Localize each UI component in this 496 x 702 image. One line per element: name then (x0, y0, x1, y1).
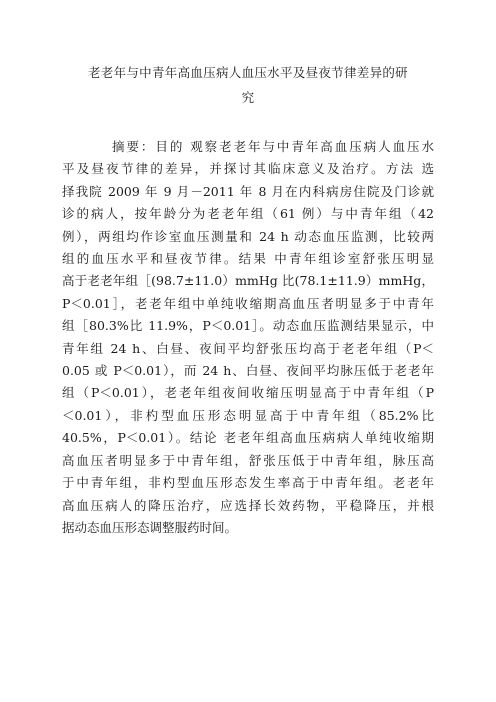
abstract-line: 高血压者明显多于中青年组，舒张压低于中青年组，脉压高 (62, 452, 434, 468)
abstract-line: 摘要：目的 观察老老年与中青年高血压病人血压水 (112, 139, 434, 154)
abstract-line: 于中青年组，非杓型血压形态发生率高于中青年组。老老年 (62, 475, 434, 491)
abstract-line: P＜0.01］，老老年组中单纯收缩期高血压者明显多于中青年 (62, 295, 434, 311)
abstract-line: 平及昼夜节律的差异，并探讨其临床意义及治疗。方法 选 (62, 161, 434, 177)
abstract-line: 例），两组均作诊室血压测量和 24 h 动态血压监测，比较两 (62, 228, 434, 244)
abstract-line: 择我院 2009 年 9 月－2011 年 8 月在内科病房住院及门诊就 (62, 183, 434, 199)
abstract-line: 诊的病人，按年龄分为老老年组（61 例）与中青年组（42 (62, 206, 434, 222)
abstract-line: 0.05 或 P＜0.01），而 24 h、白昼、夜间平均脉压低于老老年 (62, 363, 434, 379)
abstract-line: 40.5%，P＜0.01）。结论 老老年组高血压病病人单纯收缩期 (62, 430, 434, 446)
abstract-line: 组［80.3%比 11.9%，P＜0.01］。动态血压监测结果显示，中 (62, 318, 434, 334)
title-line: 老老年与中青年高血压病人血压水平及昼夜节律差异的研 (87, 65, 408, 80)
abstract-line: 高血压病人的降压治疗，应选择长效药物，平稳降压，并根 (62, 497, 434, 513)
abstract-line: 组（P＜0.01），老老年组夜间收缩压明显高于中青年组（P (62, 385, 434, 401)
abstract-line: 据动态血压形态调整服药时间。 (62, 519, 238, 535)
title-line: 究 (241, 90, 255, 105)
abstract-line: 组的血压水平和昼夜节律。结果 中青年组诊室舒张压明显 (62, 251, 434, 267)
document-title (62, 60, 434, 110)
abstract-line: ＜0.01），非杓型血压形态明显高于中青年组（85.2%比 (62, 407, 434, 423)
abstract-line: 高于老老年组［(98.7±11.0）mmHg 比(78.1±11.9）mmHg， (62, 273, 434, 289)
abstract-line: 青年组 24 h、白昼、夜间平均舒张压均高于老老年组（P＜ (62, 340, 434, 356)
abstract-paragraph (62, 136, 434, 539)
